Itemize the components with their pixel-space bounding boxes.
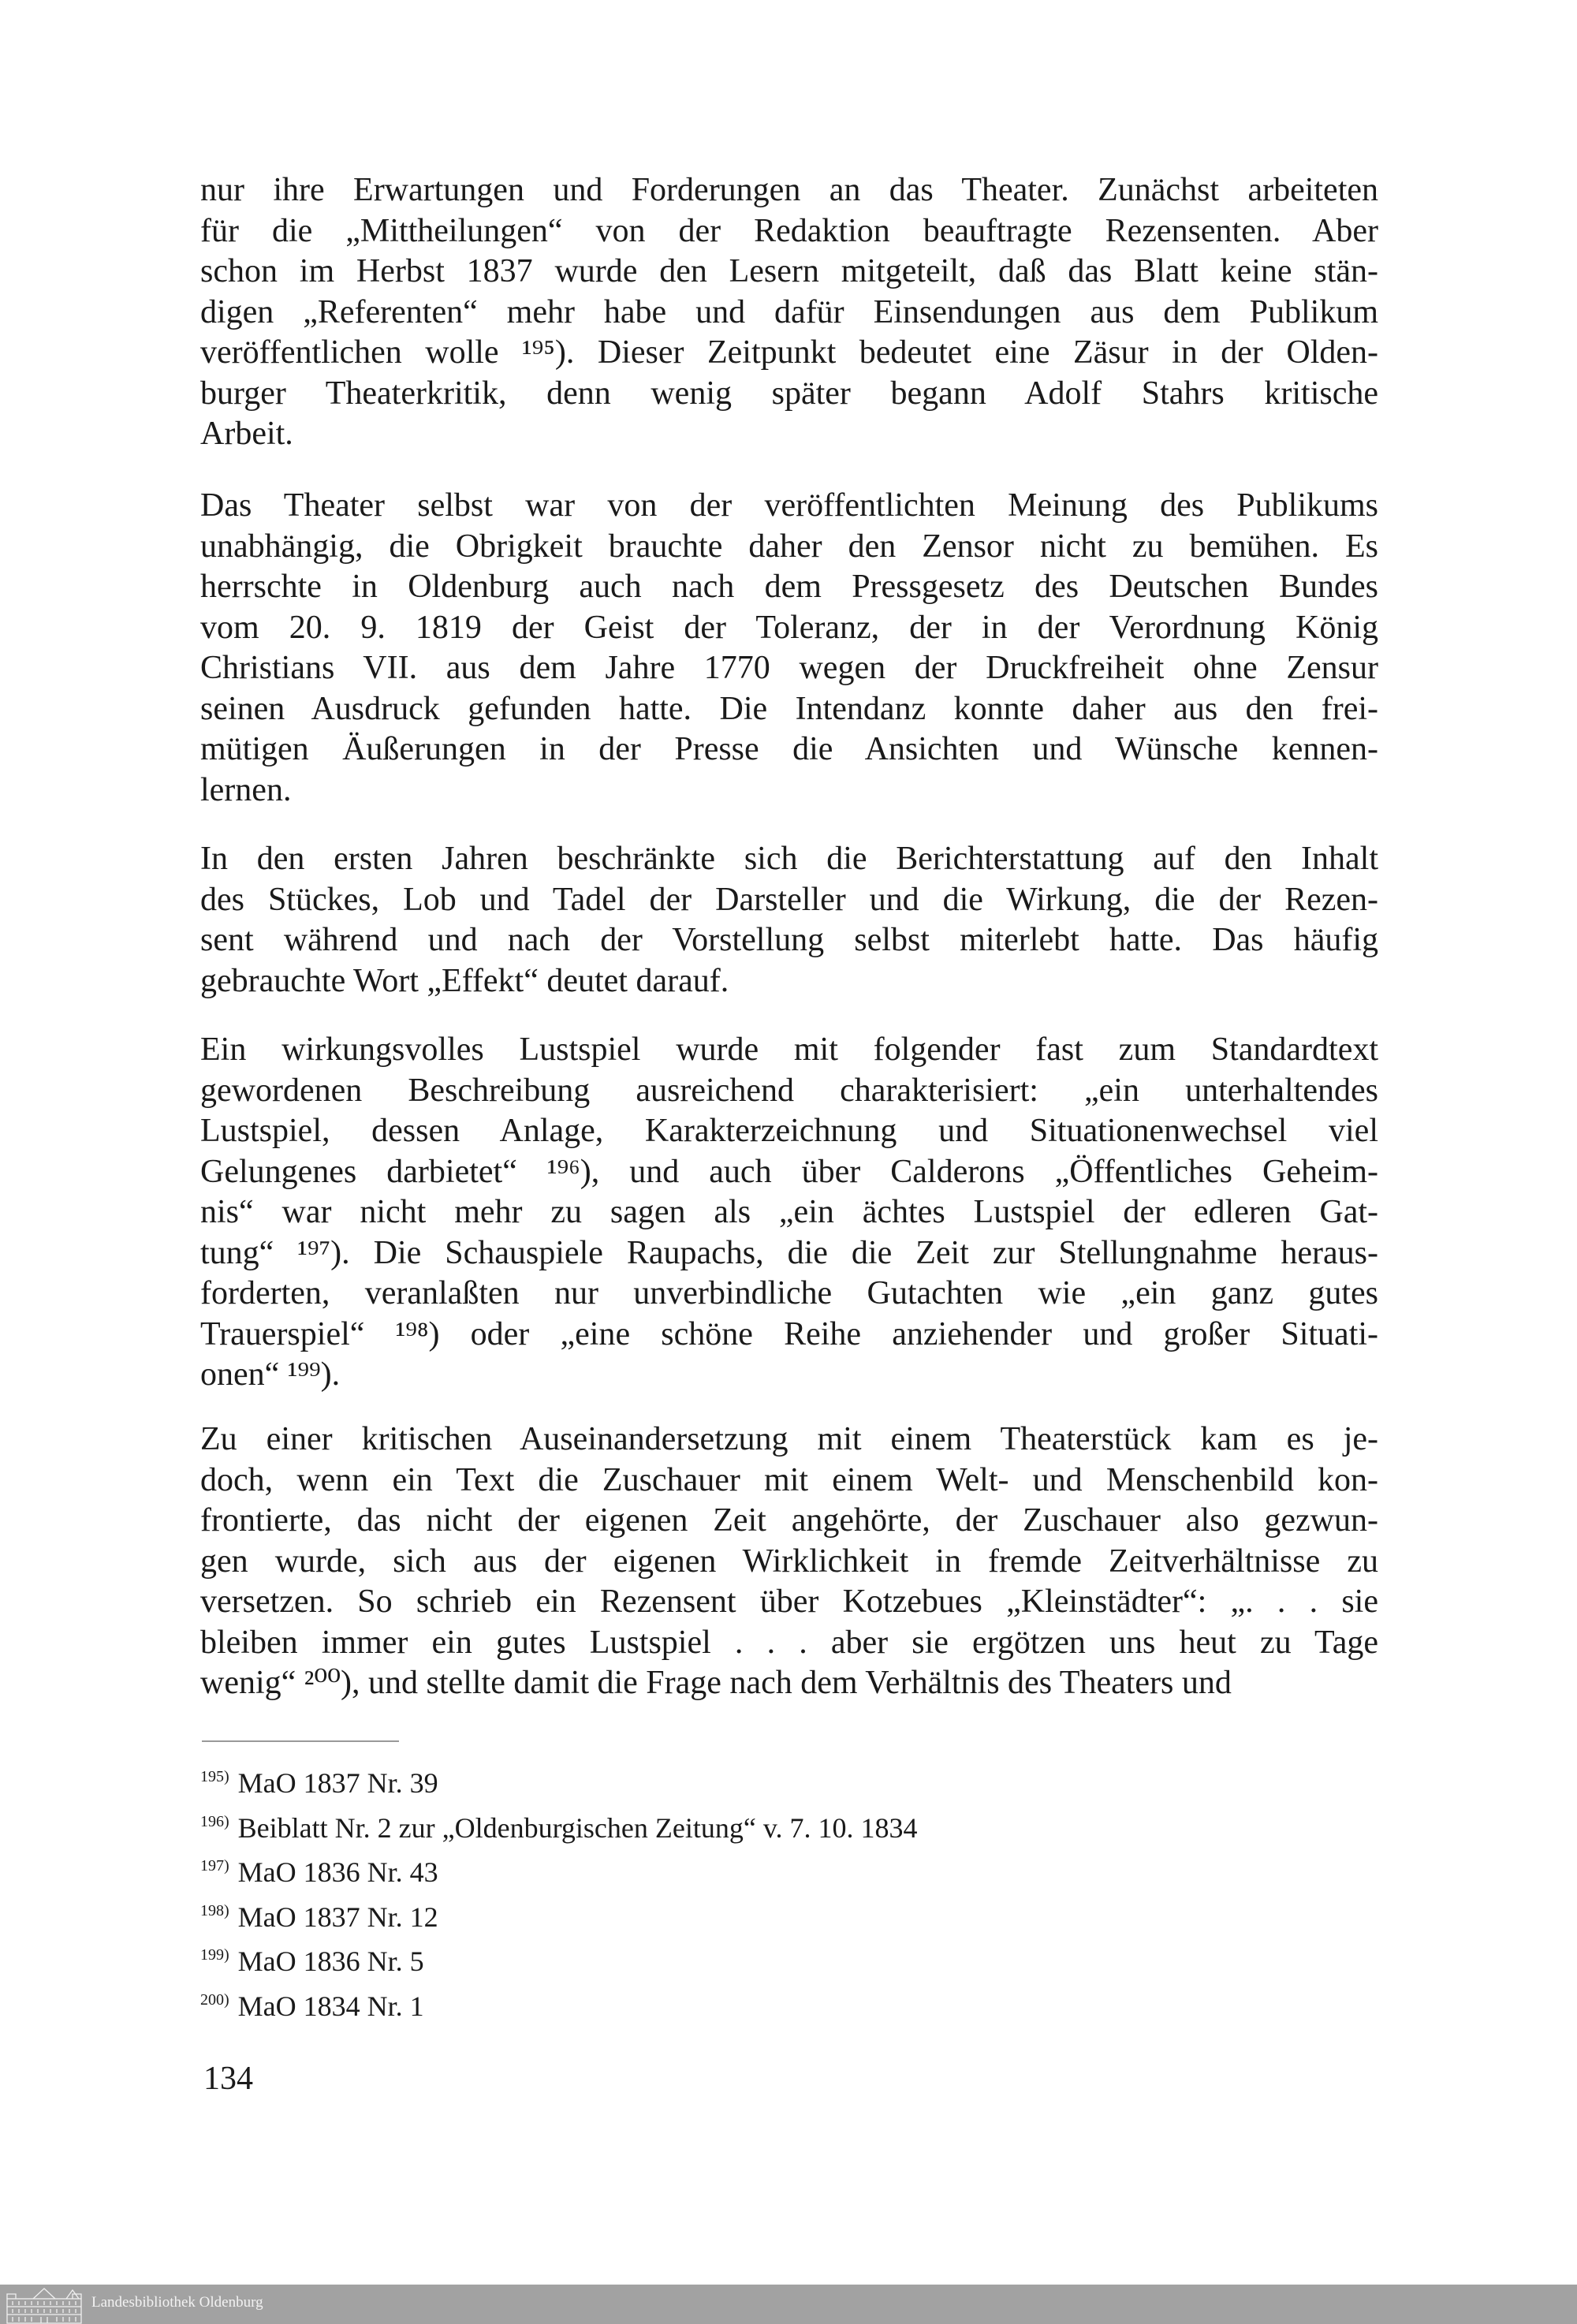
text-line: herrschte in Oldenburg auch nach dem Pressgesetz des Deutschen Bundes [200,569,1378,605]
text-line: Ein wirkungsvolles Lustspiel wurde mit folgender fast zum Standardtext [200,1031,1378,1068]
text-line: nis“ war nicht mehr zu sagen als „ein ächtes Lustspiel der edleren Gat- [200,1194,1378,1230]
footnote [200,1933,918,1978]
paragraph-3 [200,839,1378,1002]
text-line: veröffentlichen wolle ¹⁹⁵). Dieser Zeitpunkt bedeutet eine Zäsur in der Olden- [200,334,1378,371]
text-line: lernen. [200,771,292,808]
text-line: bleiben immer ein gutes Lustspiel . . . aber sie ergötzen uns heut zu Tage [200,1624,1378,1661]
text-line: gen wurde, sich aus der eigenen Wirklichkeit in fremde Zeitverhältnisse zu [200,1542,1378,1580]
text-line: seinen Ausdruck gefunden hatte. Die Intendanz konnte daher aus den frei- [200,690,1378,727]
footnote-number: 198) [200,1901,229,1919]
text-line: gebrauchte Wort „Effekt“ deutet darauf. [200,962,729,999]
text-line: unabhängig, die Obrigkeit brauchte daher den Zensor nicht zu bemühen. Es [200,528,1378,565]
footnote-divider [202,1740,399,1742]
text-line: schon im Herbst 1837 wurde den Lesern mitgeteilt, daß das Blatt keine stän- [200,253,1378,289]
footnote-text: MaO 1836 Nr. 5 [237,1945,424,1977]
footnote-number: 199) [200,1946,229,1964]
text-line: vom 20. 9. 1819 der Geist der Toleranz, der in der Verordnung König [200,609,1378,646]
text-line: gewordenen Beschreibung ausreichend charakterisiert: „ein unterhaltendes [200,1072,1378,1109]
text-line: mütigen Äußerungen in der Presse die Ansichten und Wünsche kennen- [200,731,1378,767]
footnote [200,1755,918,1800]
text-line: forderten, veranlaßten nur unverbindliche Gutachten wie „ein ganz gutes [200,1275,1378,1311]
footnote-number: 200) [200,1990,229,2009]
library-building-logo-icon [5,2288,84,2324]
footnote [200,1978,918,2023]
footnote [200,1844,918,1889]
footer-bar [0,2285,1577,2324]
text-line: In den ersten Jahren beschränkte sich die Berichterstattung auf den Inhalt [200,841,1378,877]
text-line: burger Theaterkritik, denn wenig später begann Adolf Stahrs kritische [200,375,1378,412]
library-name: Landesbibliothek Oldenburg [91,2294,263,2311]
text-line: doch, wenn ein Text die Zuschauer mit einem Welt- und Menschenbild kon- [200,1461,1378,1498]
text-line: Trauerspiel“ ¹⁹⁸) oder „eine schöne Reihe anziehender und großer Situati- [200,1315,1378,1352]
text-line: Arbeit. [200,416,293,452]
footnote [200,1800,918,1845]
page-number: 134 [203,2061,253,2097]
footnote-text: MaO 1836 Nr. 43 [237,1856,438,1888]
paragraph-4 [200,1030,1378,1396]
text-line: digen „Referenten“ mehr habe und dafür Einsendungen aus dem Publikum [200,293,1378,330]
text-line: frontierte, das nicht der eigenen Zeit angehörte, der Zuschauer also gezwun- [200,1502,1378,1539]
text-line: onen“ ¹⁹⁹). [200,1356,341,1393]
text-line: Gelungenes darbietet“ ¹⁹⁶), und auch über Calderons „Öffentliches Geheim- [200,1153,1378,1190]
footnote [200,1889,918,1934]
footnotes [200,1755,918,2022]
text-line: wenig“ ²⁰⁰), und stellte damit die Frage nach dem Verhältnis des Theaters und [200,1665,1232,1701]
text-line: versetzen. So schrieb ein Rezensent über Kotzebues „Kleinstädter“: „. . . sie [200,1584,1378,1620]
text-line: nur ihre Erwartungen und Forderungen an das Theater. Zunächst arbeiteten [200,172,1378,208]
text-line: für die „Mittheilungen“ von der Redaktion beauftragte Rezensenten. Aber [200,212,1378,249]
paragraph-1 [200,170,1378,455]
footnote-text: Beiblatt Nr. 2 zur „Oldenburgischen Zeitung“ v. 7. 10. 1834 [237,1811,918,1844]
text-line: tung“ ¹⁹⁷). Die Schauspiele Raupachs, die die Zeit zur Stellungnahme heraus- [200,1234,1378,1271]
text-line: Zu einer kritischen Auseinandersetzung mit einem Theaterstück kam es je- [200,1421,1378,1457]
footnote-text: MaO 1837 Nr. 12 [237,1901,438,1933]
text-line: Christians VII. aus dem Jahre 1770 wegen der Druckfreiheit ohne Zensur [200,650,1378,686]
text-line: Lustspiel, dessen Anlage, Karakterzeichnung und Situationenwechsel viel [200,1113,1378,1149]
text-line: sent während und nach der Vorstellung selbst miterlebt hatte. Das häufig [200,922,1378,958]
paragraph-2 [200,486,1378,811]
text-line: des Stückes, Lob und Tadel der Darsteller und die Wirkung, die der Rezen- [200,881,1378,918]
footnote-text: MaO 1834 Nr. 1 [237,1990,424,2022]
footnote-text: MaO 1837 Nr. 39 [237,1767,438,1799]
footnote-number: 197) [200,1857,229,1874]
paragraph-5 [200,1419,1378,1704]
text-line: Das Theater selbst war von der veröffentlichten Meinung des Publikums [200,487,1378,524]
footnote-number: 195) [200,1768,229,1785]
footnote-number: 196) [200,1812,229,1830]
